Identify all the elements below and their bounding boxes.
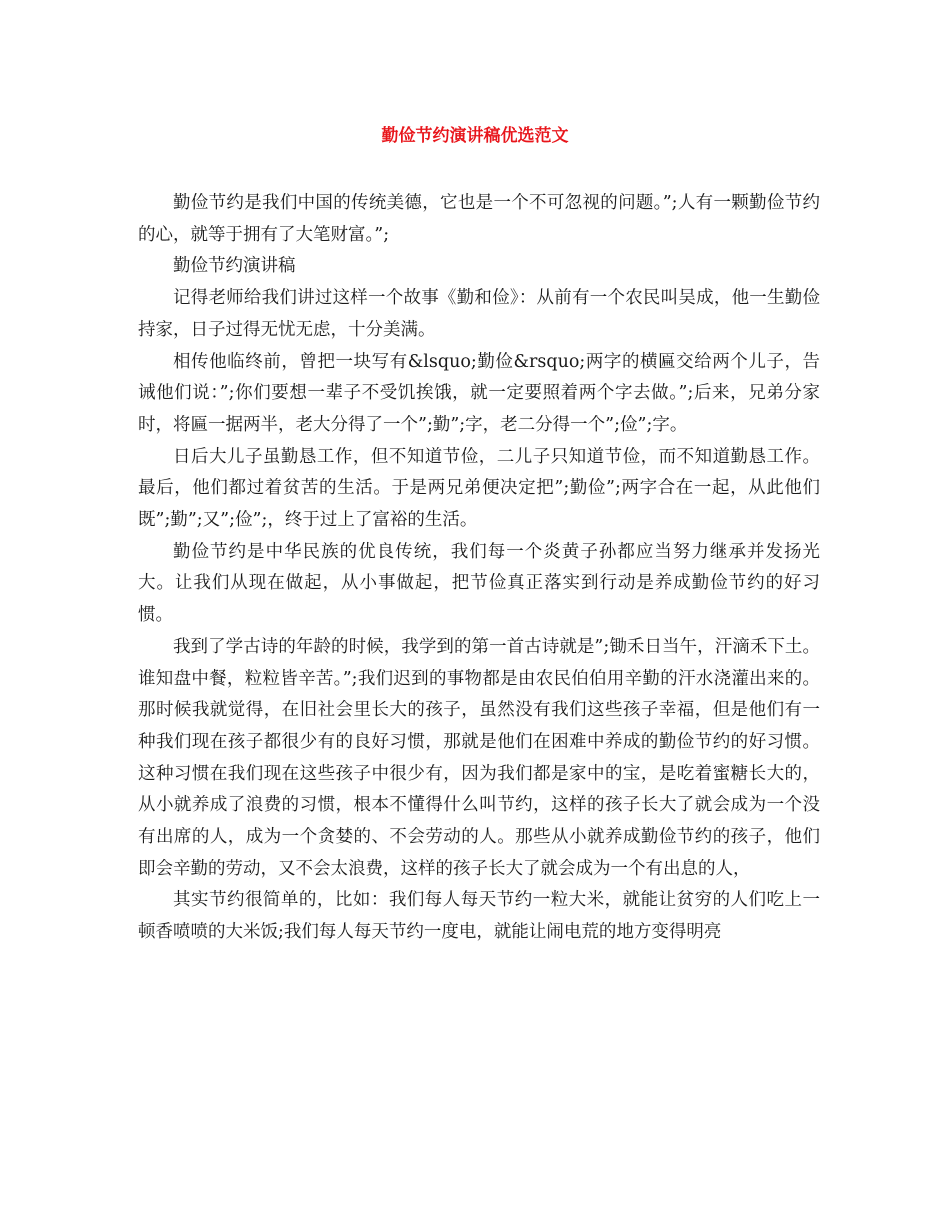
document-title: 勤俭节约演讲稿优选范文 [381,126,569,146]
paragraph: 勤俭节约是我们中国的传统美德，它也是一个不可忽视的问题。”;人有一颗勤俭节约的心，就等于拥有了大笔财富。”; [138,193,820,245]
paragraph: 相传他临终前，曾把一块写有&lsquo;勤俭&rsquo;两字的横匾交给两个儿子，告诫他们说：”;你们要想一辈子不受饥挨饿，就一定要照着两个字去做。”;后来，兄弟分家时，将匾一据两半，老大分得了一个”;勤”;字，老二分得一个”;俭”;字。 [138,351,820,435]
paragraph: 勤俭节约演讲稿 [173,256,296,277]
paragraph: 勤俭节约是中华民族的优良传统，我们每一个炎黄子孙都应当努力继承并发扬光大。让我们从现在做起，从小事做起，把节俭真正落实到行动是养成勤俭节约的好习惯。 [138,541,820,626]
paragraph: 日后大儿子虽勤恳工作，但不知道节俭，二儿子只知道节俭，而不知道勤恳工作。最后，他们都过着贫苦的生活。于是两兄弟便决定把”;勤俭”;两字合在一起，从此他们既”;勤”;又”;俭”;，终于过上了富裕的生活。 [138,446,820,531]
paragraph: 我到了学古诗的年龄的时候，我学到的第一首古诗就是”;锄禾日当午，汗滴禾下土。谁知盘中餐，粒粒皆辛苦。”;我们迟到的事物都是由农民伯伯用辛勤的汗水浇灌出来的。那时候我就觉得，在旧社会里长大的孩子，虽然没有我们这些孩子幸福，但是他们有一种我们现在孩子都很少有的良好习惯，那就是他们在困难中养成的勤俭节约的好习惯。这种习惯在我们现在这些孩子中很少有，因为我们都是家中的宝，是吃着蜜糖长大的，从小就养成了浪费的习惯，根本不懂得什么叫节约，这样的孩子长大了就会成为一个没有出席的人，成为一个贪婪的、不会劳动的人。那些从小就养成勤俭节约的孩子，他们即会辛勤的劳动，又不会太浪费，这样的孩子长大了就会成为一个有出息的人， [138,636,820,879]
paragraph: 其实节约很简单的，比如：我们每人每天节约一粒大米，就能让贫穷的人们吃上一顿香喷喷的大米饭;我们每人每天节约一度电，就能让闹电荒的地方变得明亮 [138,890,820,943]
document-body [138,188,820,949]
paragraph: 记得老师给我们讲过这样一个故事《勤和俭》：从前有一个农民叫吴成，他一生勤俭持家，日子过得无忧无虑，十分美满。 [138,288,820,340]
